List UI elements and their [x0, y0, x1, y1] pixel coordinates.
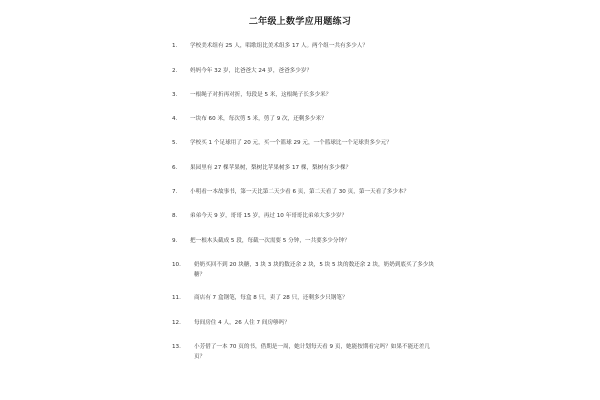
question-number: 3. — [172, 92, 178, 98]
question-7 — [172, 187, 434, 197]
question-text: 商店有 7 盒钢笔，每盒 8 只，卖了 28 只，还剩多少只钢笔？ — [194, 295, 348, 301]
question-text: 学校美术组有 25 人，唱歌组比美术组多 17 人。两个组一共有多少人？ — [190, 43, 368, 49]
question-6 — [172, 163, 434, 173]
question-text: 小明看一本故事书，第一天比第二天少看 6 页，第二天看了 30 页，第一天看了多少本？ — [190, 189, 410, 195]
question-number: 10. — [172, 262, 181, 268]
question-number: 11. — [172, 295, 181, 301]
question-number: 2. — [172, 68, 178, 74]
question-text: 一根绳子对折再对折，每段是 5 米，这根绳子长多少米？ — [190, 92, 332, 98]
question-number: 7. — [172, 189, 178, 195]
question-12 — [172, 318, 434, 328]
question-text: 每间房住 4 人，26 人住 7 间房够吗？ — [194, 320, 290, 326]
question-text: 弟弟今天 9 岁，哥哥 15 岁，再过 10 年哥哥比弟弟大多少岁？ — [190, 213, 348, 219]
question-text: 小芳借了一本 70 页的书，借期是一周，她计划每天看 9 页，她能按期看完吗？如果不能还差几页？ — [194, 344, 430, 360]
question-11 — [172, 293, 434, 303]
question-13 — [172, 342, 434, 362]
question-number: 8. — [172, 213, 178, 219]
page-title: 二年级上数学应用题练习 — [248, 17, 352, 27]
question-text: 妈妈今年 32 岁，比爸爸大 24 岁，爸爸多少岁？ — [190, 68, 313, 74]
question-2 — [172, 66, 434, 76]
question-number: 4. — [172, 116, 178, 122]
question-number: 12. — [172, 320, 181, 326]
question-10 — [172, 260, 434, 280]
question-text: 奶奶买回不到 20 块糖，3 块 3 块的数还余 2 块，5 块 5 块的数还余 2 块，奶奶到底买了多少块糖？ — [194, 262, 434, 278]
question-5 — [172, 138, 434, 148]
question-3 — [172, 90, 434, 100]
question-4 — [172, 114, 434, 124]
question-number: 1. — [172, 43, 178, 49]
question-text: 一块布 60 米，每次剪 5 米，剪了 9 次，还剩多少米？ — [190, 116, 327, 122]
question-text: 把一根木头截成 5 段，每截一次需要 5 分钟，一共要多少分钟？ — [190, 238, 350, 244]
question-number: 13. — [172, 344, 181, 350]
question-9 — [172, 236, 434, 246]
question-1 — [172, 41, 434, 51]
question-8 — [172, 211, 434, 221]
question-text: 学校买 1 个足球用了 20 元，买一个篮球 29 元，一个篮球比一个足球贵多少元？ — [190, 140, 392, 146]
question-number: 5. — [172, 140, 178, 146]
question-number: 6. — [172, 165, 178, 171]
question-text: 果园里有 27 棵苹果树，梨树比苹果树多 17 棵，梨树有多少棵？ — [190, 165, 352, 171]
question-number: 9. — [172, 238, 178, 244]
